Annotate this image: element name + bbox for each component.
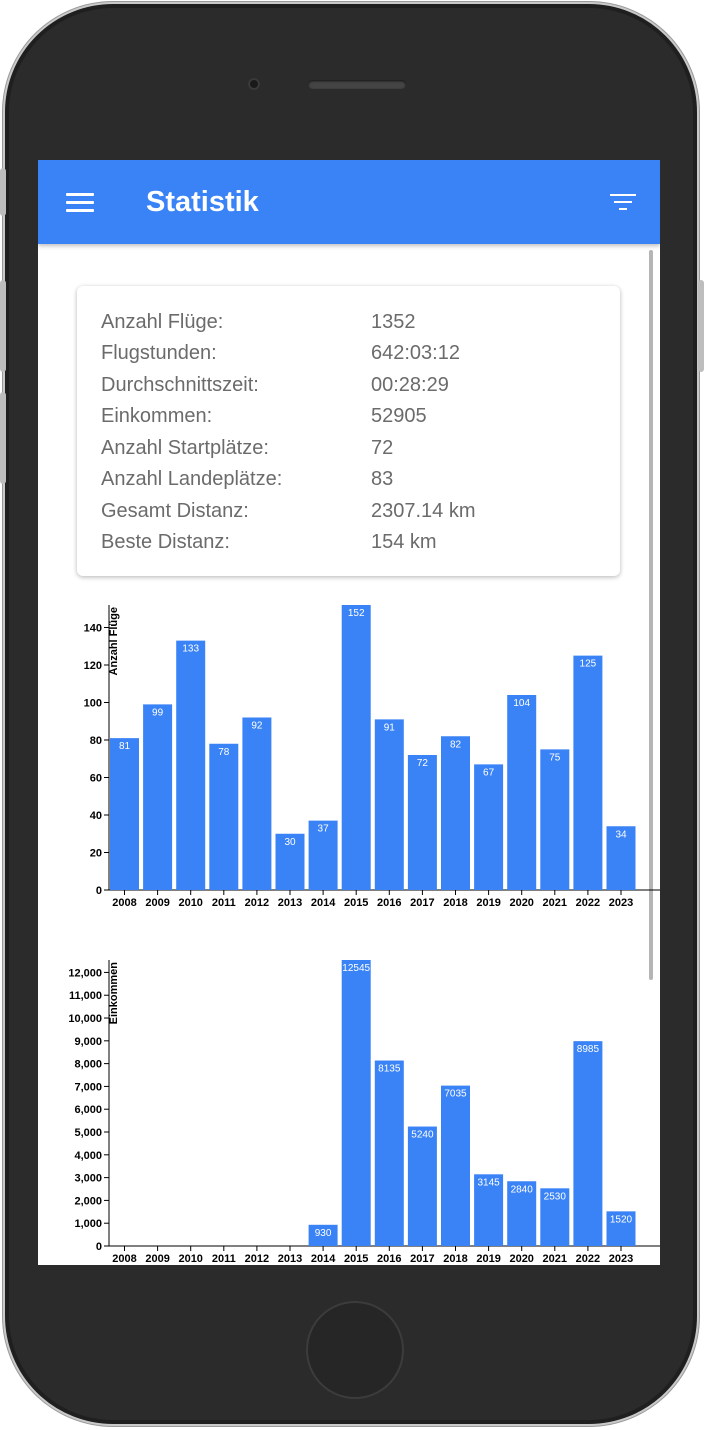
x-tick-label: 2013 <box>277 897 303 909</box>
y-axis-label: Einkommen <box>108 962 120 1025</box>
bar <box>441 1086 470 1246</box>
bar <box>242 718 271 891</box>
y-tick-label: 6,000 <box>74 1104 102 1117</box>
bar-data-label: 7035 <box>444 1088 467 1100</box>
stat-label: Beste Distanz: <box>101 531 230 553</box>
stat-value: 1352 <box>371 311 416 333</box>
y-tick-label: 120 <box>83 660 102 672</box>
y-tick-label: 3,000 <box>74 1172 102 1185</box>
y-tick-label: 40 <box>89 810 102 822</box>
x-tick-label: 2013 <box>277 1253 303 1265</box>
bar-data-label: 91 <box>383 722 395 734</box>
stat-value: 00:28:29 <box>371 374 449 396</box>
stat-label: Anzahl Landeplätze: <box>101 468 283 490</box>
power-button <box>698 280 704 372</box>
mute-switch <box>0 168 6 216</box>
bar <box>209 744 238 890</box>
y-tick-label: 7,000 <box>74 1081 102 1094</box>
bar-data-label: 30 <box>284 836 296 848</box>
stat-value: 83 <box>371 468 394 490</box>
bar-data-label: 8135 <box>378 1063 401 1075</box>
y-axis-label: Anzahl Flüge <box>108 607 120 676</box>
x-tick-label: 2011 <box>211 897 236 909</box>
x-tick-label: 2022 <box>575 1253 601 1265</box>
x-tick-label: 2008 <box>112 1253 137 1265</box>
bar <box>375 719 404 890</box>
x-tick-label: 2018 <box>443 897 468 909</box>
x-tick-label: 2019 <box>476 1253 501 1265</box>
stat-value: 52905 <box>371 405 427 427</box>
bar-data-label: 72 <box>416 758 428 769</box>
bar <box>342 605 371 890</box>
volume-down-button <box>0 392 6 484</box>
app-screen <box>38 160 660 1265</box>
stat-label: Gesamt Distanz: <box>101 500 249 522</box>
bar-data-label: 930 <box>314 1227 332 1239</box>
bar <box>408 755 437 890</box>
y-tick-label: 60 <box>89 772 102 785</box>
stat-value: 2307.14 km <box>371 500 476 522</box>
x-tick-label: 2012 <box>244 1253 270 1265</box>
volume-up-button <box>0 280 6 372</box>
stat-value: 154 km <box>371 531 437 553</box>
bar-data-label: 78 <box>218 746 230 758</box>
stat-label: Anzahl Startplätze: <box>101 437 269 459</box>
bar-data-label: 2840 <box>510 1184 533 1196</box>
bar-data-label: 2530 <box>543 1191 566 1203</box>
y-tick-label: 140 <box>83 622 102 635</box>
bar-data-label: 5240 <box>411 1129 434 1141</box>
bar <box>408 1127 437 1246</box>
bar <box>110 738 139 890</box>
app-bar <box>38 160 660 244</box>
camera-icon <box>248 78 260 90</box>
y-tick-label: 2,000 <box>74 1195 102 1208</box>
bar <box>540 749 569 890</box>
x-tick-label: 2014 <box>310 1253 336 1265</box>
stat-value: 72 <box>371 437 394 459</box>
x-tick-label: 2015 <box>343 1253 369 1265</box>
y-tick-label: 20 <box>89 847 102 860</box>
x-tick-label: 2023 <box>608 897 634 909</box>
income-per-year-chart <box>38 940 660 1265</box>
stat-label: Durchschnittszeit: <box>101 374 259 396</box>
x-tick-label: 2021 <box>542 897 568 909</box>
x-tick-label: 2008 <box>112 897 137 909</box>
bar <box>342 960 371 1246</box>
bar-data-label: 104 <box>513 698 531 709</box>
bar-data-label: 75 <box>549 752 561 764</box>
bar-data-label: 3145 <box>477 1177 500 1189</box>
bar-data-label: 99 <box>152 707 164 719</box>
x-tick-label: 2016 <box>377 1253 402 1265</box>
x-tick-label: 2020 <box>509 897 534 909</box>
bar-data-label: 12545 <box>342 963 371 974</box>
bar-data-label: 8985 <box>576 1044 600 1056</box>
y-tick-label: 12,000 <box>68 967 102 980</box>
bar-data-label: 82 <box>449 739 462 751</box>
bar-data-label: 34 <box>615 829 627 841</box>
filter-list-icon[interactable] <box>610 194 636 212</box>
bar <box>573 656 602 890</box>
y-tick-label: 1,000 <box>74 1218 102 1231</box>
x-tick-label: 2010 <box>178 897 203 909</box>
bar-data-label: 133 <box>182 643 200 655</box>
hamburger-menu-icon[interactable] <box>66 193 94 213</box>
bar-data-label: 81 <box>118 741 131 753</box>
x-tick-label: 2017 <box>410 897 435 909</box>
x-tick-label: 2011 <box>211 1253 236 1265</box>
x-tick-label: 2014 <box>310 897 336 909</box>
speaker-grille <box>308 80 406 89</box>
bar <box>474 764 503 890</box>
bar-data-label: 152 <box>347 608 365 619</box>
y-tick-label: 8,000 <box>74 1058 102 1071</box>
bar <box>573 1041 602 1246</box>
y-tick-label: 0 <box>95 885 102 897</box>
x-tick-label: 2015 <box>343 897 369 909</box>
y-tick-label: 10,000 <box>68 1013 102 1026</box>
bar-data-label: 37 <box>317 823 329 835</box>
bar-data-label: 125 <box>579 658 597 670</box>
x-tick-label: 2009 <box>145 897 170 909</box>
x-tick-label: 2020 <box>509 1253 534 1265</box>
bar-data-label: 1520 <box>609 1214 633 1226</box>
bar <box>143 704 172 890</box>
y-tick-label: 0 <box>95 1241 102 1253</box>
flights-per-year-chart <box>38 590 660 920</box>
x-tick-label: 2018 <box>443 1253 468 1265</box>
x-tick-label: 2019 <box>476 897 501 909</box>
page-title: Statistik <box>146 186 259 218</box>
x-tick-label: 2021 <box>542 1253 568 1265</box>
bar <box>507 695 536 890</box>
x-tick-label: 2023 <box>608 1253 634 1265</box>
statistics-card <box>77 286 620 576</box>
bar <box>375 1061 404 1246</box>
stat-label: Einkommen: <box>101 405 213 427</box>
bar-data-label: 67 <box>483 767 495 779</box>
x-tick-label: 2010 <box>178 1253 203 1265</box>
stat-label: Flugstunden: <box>101 342 217 364</box>
x-tick-label: 2022 <box>575 897 601 909</box>
y-tick-label: 4,000 <box>74 1149 102 1162</box>
bar-data-label: 92 <box>251 720 263 732</box>
y-tick-label: 9,000 <box>74 1035 102 1048</box>
x-tick-label: 2009 <box>145 1253 170 1265</box>
y-tick-label: 11,000 <box>68 990 102 1003</box>
bar <box>176 641 205 890</box>
stat-label: Anzahl Flüge: <box>101 311 224 333</box>
x-tick-label: 2016 <box>377 897 402 909</box>
y-tick-label: 100 <box>83 697 102 710</box>
y-tick-label: 5,000 <box>74 1127 102 1140</box>
home-button[interactable] <box>306 1301 404 1399</box>
x-tick-label: 2012 <box>244 897 270 909</box>
x-tick-label: 2017 <box>410 1253 435 1265</box>
stat-value: 642:03:12 <box>371 342 460 364</box>
y-tick-label: 80 <box>89 735 102 747</box>
bar <box>441 736 470 890</box>
